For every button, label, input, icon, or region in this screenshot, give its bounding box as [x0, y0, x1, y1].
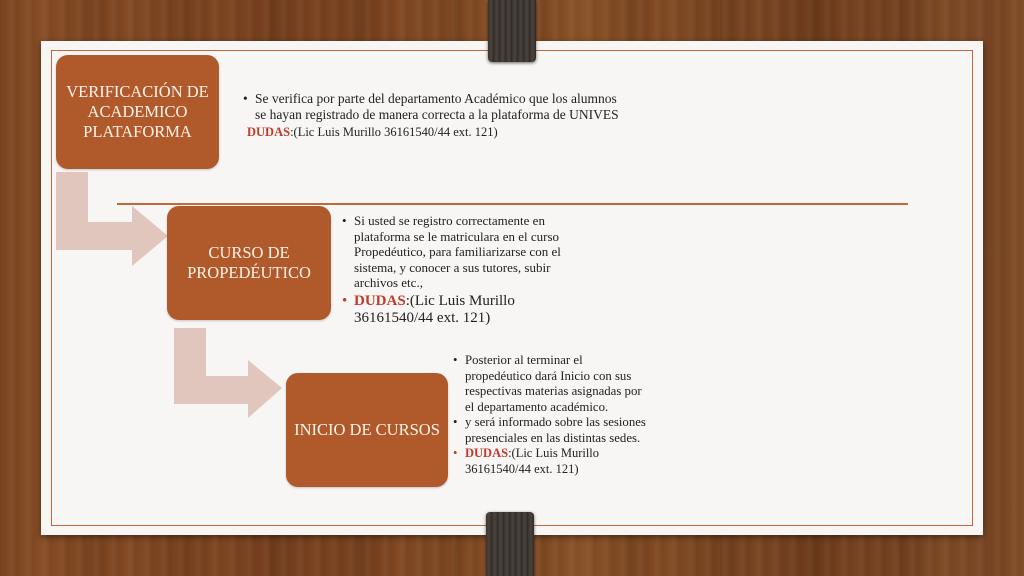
step-2-bullet-1: • Si usted se registro correctamente en plataforma se le matricularа en el curso Propedéutico, para familiarizarse con el sistema, y conocer a sus tutores, subir archivos etc.,: [342, 213, 582, 291]
step-3-bullet-2: • y será informado sobre las sesiones presenciales en las distintas sedes.: [453, 415, 648, 446]
step-2-dudas-text: :(Lic Luis Murillo 36161540/44 ext. 121): [354, 292, 515, 326]
bottom-clip: [486, 512, 534, 576]
step-3-bullets: [453, 353, 648, 477]
step-1-dudas-label: DUDAS: [247, 125, 291, 139]
top-clip: [488, 0, 536, 62]
arrow-2-icon: [172, 326, 286, 422]
step-2-bullets: [342, 213, 582, 327]
step-1-dudas: [247, 124, 498, 140]
arrow-1-icon: [52, 170, 172, 270]
divider-line: [117, 203, 908, 205]
step-2-dudas: [342, 293, 582, 327]
step-3-title: INICIO DE CURSOS: [294, 420, 440, 439]
step-3-box: [286, 373, 448, 487]
step-1-bullets: [243, 91, 628, 123]
step-1-dudas-text: :(Lic Luis Murillo 36161540/44 ext. 121): [290, 125, 498, 139]
step-3-bullet-1: • Posterior al terminar el propedéutico dará Inicio con sus respectivas materias asignadas por el departamento académico.: [453, 353, 648, 415]
step-3-dudas-text: :(Lic Luis Murillo 36161540/44 ext. 121): [465, 446, 600, 476]
step-1-box: [56, 55, 219, 169]
step-1-title: VERIFICACIÓN DE ACADEMICO PLATAFORMA: [66, 82, 209, 141]
step-2-title: CURSO DE PROPEDÉUTICO: [187, 243, 311, 282]
step-2-box: [167, 206, 331, 320]
step-3-dudas: [453, 446, 648, 477]
step-2-dudas-label: DUDAS: [354, 292, 406, 309]
step-1-bullet-1: • Se verifica por parte del departamento Académico que los alumnos se hayan registrado de manera correcta a la plataforma de UNIVES: [243, 91, 628, 123]
step-3-dudas-label: DUDAS: [465, 446, 509, 460]
